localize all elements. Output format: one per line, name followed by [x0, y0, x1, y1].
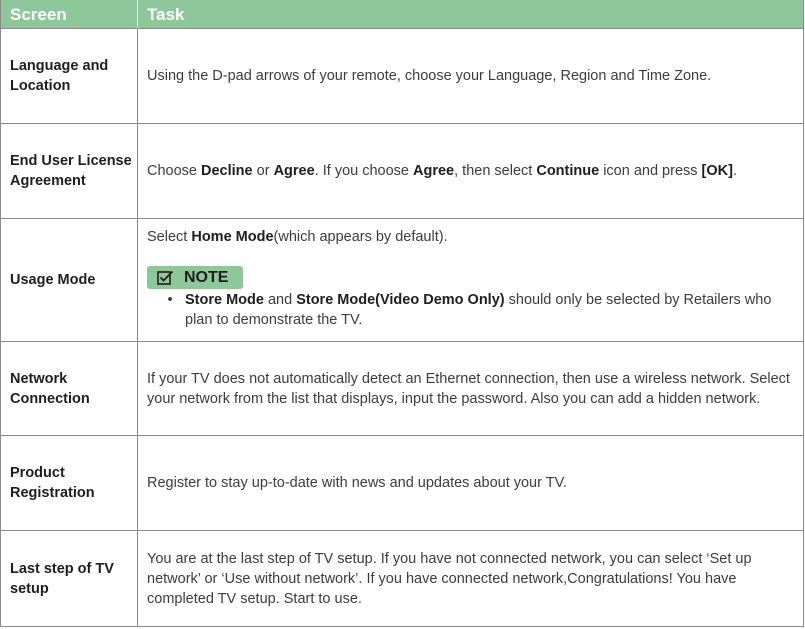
header-screen: Screen	[1, 0, 138, 28]
bold-term: Decline	[201, 163, 253, 179]
note-badge	[147, 266, 243, 289]
task-cell: Register to stay up-to-date with news and updates about your TV.	[147, 475, 567, 491]
note-label: NOTE	[184, 268, 229, 286]
bold-term: Agree	[413, 163, 455, 179]
note-text	[185, 290, 795, 330]
screen-cell: Last step of TV setup	[1, 531, 138, 626]
table-row	[1, 124, 803, 219]
table-row	[1, 531, 803, 627]
screen-cell: End User License Agreement	[1, 124, 138, 218]
note-check-icon	[157, 270, 174, 285]
bullet: •	[167, 292, 173, 308]
table-row	[1, 29, 803, 124]
text-run: . If you choose	[314, 163, 414, 179]
text-run: .	[732, 163, 737, 179]
task-cell	[138, 219, 803, 341]
header-task: Task	[147, 5, 185, 24]
bold-term: Agree	[273, 163, 315, 179]
task-cell: Using the D-pad arrows of your remote, choose your Language, Region and Time Zone.	[147, 68, 712, 84]
task-text	[147, 227, 795, 247]
table-header	[1, 0, 803, 29]
text-run: Choose	[147, 163, 202, 179]
task-cell: If your TV does not automatically detect an Ethernet connection, then use a wireless network. Select your network from the list that displays, input the password. Also you can add a hidden network.	[147, 370, 790, 407]
text-run: and	[263, 292, 297, 308]
bold-term: Store Mode	[185, 292, 264, 308]
table-row	[1, 342, 803, 436]
screen-cell: Usage Mode	[1, 219, 138, 341]
task-cell: You are at the last step of TV setup. If you have not connected network, you can select ‘Set up network’ or ‘Use without network’. If you have connected network,Congratulations! You have completed TV setup. Start to use.	[147, 550, 752, 607]
text-run: or	[252, 163, 274, 179]
note-list-item	[147, 290, 795, 330]
text-run: icon and press	[599, 163, 702, 179]
screen-cell: Network Connection	[1, 342, 138, 435]
bold-term: [OK]	[701, 163, 733, 179]
text-run: should only be selected by Retailers who plan to demonstrate the TV.	[185, 292, 772, 328]
bold-term: Store Mode(Video Demo Only)	[296, 292, 505, 308]
bold-term: Home Mode	[191, 229, 274, 245]
bold-term: Continue	[536, 163, 600, 179]
table-row	[1, 436, 803, 531]
table-row	[1, 219, 803, 342]
task-cell	[138, 124, 803, 218]
screen-cell: Language and Location	[1, 29, 138, 123]
screen-cell: Product Registration	[1, 436, 138, 530]
text-run: , then select	[454, 163, 537, 179]
task-text	[147, 161, 795, 181]
text-run: Select	[147, 229, 192, 245]
text-run: (which appears by default).	[273, 229, 448, 245]
